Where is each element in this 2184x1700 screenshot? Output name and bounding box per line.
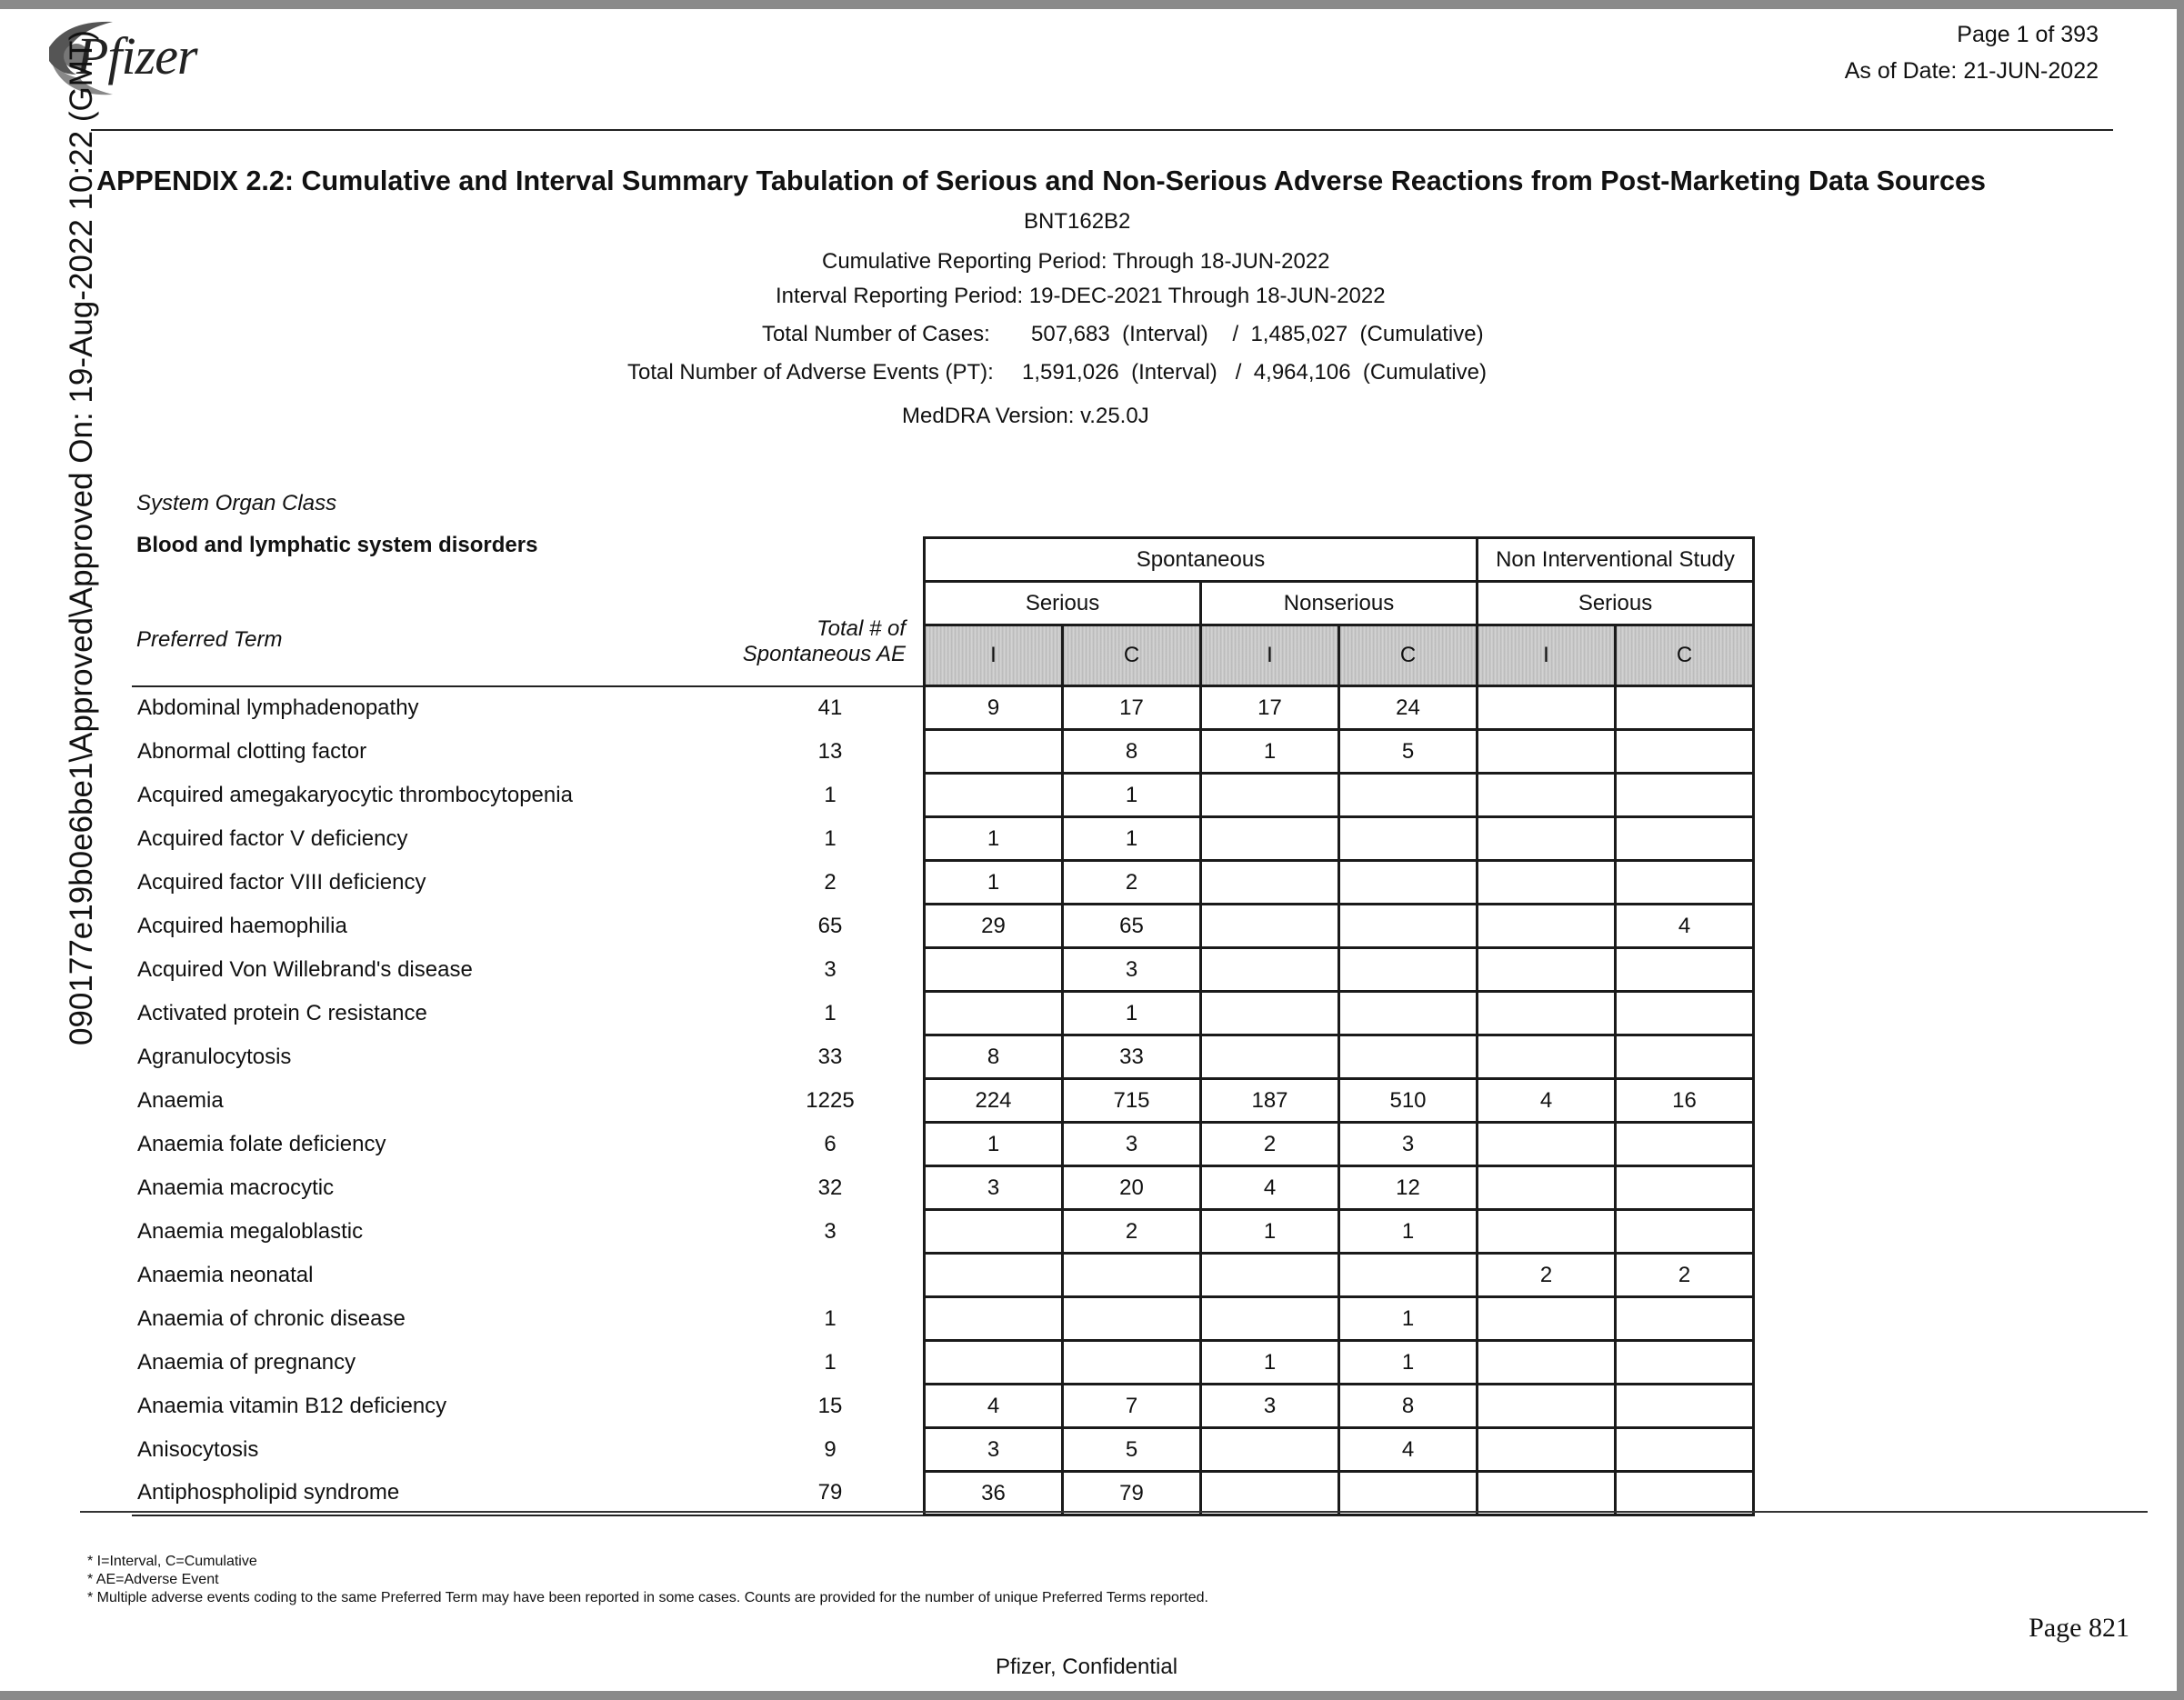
count-cell: 3 — [1063, 948, 1201, 992]
document-page — [0, 9, 2177, 1691]
table-sub-header — [132, 582, 1754, 625]
table-row — [132, 1123, 1754, 1166]
count-cell: 1 — [1063, 817, 1201, 861]
count-cell — [1339, 1472, 1478, 1515]
interval-cumulative-header — [132, 625, 1754, 686]
count-cell — [1616, 1166, 1754, 1210]
count-cell: 224 — [925, 1079, 1063, 1123]
table-row — [132, 1210, 1754, 1254]
total-spontaneous-ae: 1 — [824, 782, 837, 807]
table-row — [132, 1428, 1754, 1472]
total-spontaneous-ae: 13 — [817, 738, 843, 764]
approval-stamp: 090177e19b0e6be1\Approved\Approved On: 19-Aug-2022 10:22 (GMT) — [64, 30, 99, 1045]
page-title: APPENDIX 2.2: Cumulative and Interval Summary Tabulation of Serious and Non-Serious Adverse Reactions from Post-Marketing Data Sources — [96, 165, 1986, 196]
table-row — [132, 1079, 1754, 1123]
count-cell — [925, 1341, 1063, 1385]
spontaneous-header: Spontaneous — [925, 538, 1478, 582]
table-row — [132, 992, 1754, 1035]
total-spontaneous-ae — [737, 1254, 925, 1297]
count-cell — [1616, 1341, 1754, 1385]
preferred-term-label: Preferred Term — [136, 627, 283, 652]
total-spontaneous-ae: 2 — [824, 869, 837, 895]
count-cell — [1201, 774, 1339, 817]
nonserious-header: Nonserious — [1201, 582, 1478, 625]
total-spontaneous-ae: 1225 — [806, 1087, 855, 1113]
count-cell: 5 — [1063, 1428, 1201, 1472]
count-cell — [1201, 1254, 1339, 1297]
count-cell: 1 — [1339, 1210, 1478, 1254]
count-cell — [1339, 774, 1478, 817]
count-cell — [1478, 905, 1616, 948]
preferred-term: Anisocytosis — [137, 1436, 259, 1462]
count-cell — [1616, 1297, 1754, 1341]
count-cell: 3 — [1201, 1385, 1339, 1428]
total-spontaneous-ae: 3 — [824, 1218, 837, 1244]
count-cell — [1063, 1254, 1201, 1297]
count-cell: 33 — [1063, 1035, 1201, 1079]
footnote: * I=Interval, C=Cumulative — [87, 1554, 257, 1569]
count-cell — [1478, 1123, 1616, 1166]
count-cell: 510 — [1339, 1079, 1478, 1123]
footnote: * Multiple adverse events coding to the same Preferred Term may have been reported in some cases. Counts are provided for the number of unique Preferred Terms reported. — [87, 1590, 1208, 1605]
total-spontaneous-ae: 1 — [824, 1000, 837, 1025]
preferred-term: Acquired factor V deficiency — [137, 825, 408, 851]
preferred-term: Anaemia folate deficiency — [137, 1131, 386, 1156]
logo-text: Pfizer — [76, 26, 197, 85]
preferred-term: Anaemia megaloblastic — [137, 1218, 364, 1244]
confidential-label: Pfizer, Confidential — [995, 1655, 1178, 1679]
count-cell: 17 — [1063, 686, 1201, 730]
count-cell: 1 — [1201, 730, 1339, 774]
product-name: BNT162B2 — [1024, 209, 1131, 234]
count-cell: 1 — [925, 817, 1063, 861]
count-cell — [1201, 948, 1339, 992]
count-cell — [1616, 730, 1754, 774]
preferred-term: Antiphospholipid syndrome — [132, 1472, 737, 1515]
table-row — [132, 861, 1754, 905]
count-cell — [1478, 730, 1616, 774]
count-cell — [1201, 1297, 1339, 1341]
count-cell — [925, 774, 1063, 817]
total-spontaneous-ae: 9 — [824, 1436, 837, 1462]
table-row — [132, 1254, 1754, 1297]
count-cell: 4 — [1201, 1166, 1339, 1210]
table-row — [132, 905, 1754, 948]
nis-header: Non Interventional Study — [1478, 538, 1754, 582]
count-cell — [1478, 948, 1616, 992]
count-cell — [925, 992, 1063, 1035]
count-cell: 16 — [1616, 1079, 1754, 1123]
count-cell — [1478, 1035, 1616, 1079]
nis-serious-header: Serious — [1478, 582, 1754, 625]
preferred-term: Abnormal clotting factor — [137, 738, 367, 764]
cases-values: 507,683 (Interval) / 1,485,027 (Cumulative) — [1031, 322, 1484, 346]
col-cumulative: C — [1616, 625, 1754, 686]
preferred-term: Acquired amegakaryocytic thrombocytopenia — [137, 782, 573, 807]
count-cell — [925, 1297, 1063, 1341]
count-cell — [1616, 861, 1754, 905]
count-cell — [1478, 817, 1616, 861]
preferred-term: Acquired Von Willebrand's disease — [137, 956, 473, 982]
col-interval: I — [1201, 625, 1339, 686]
table-group-header — [132, 538, 1754, 582]
count-cell — [1478, 686, 1616, 730]
col-cumulative: C — [1063, 625, 1201, 686]
count-cell — [1478, 861, 1616, 905]
table-row — [132, 1297, 1754, 1341]
count-cell: 36 — [925, 1472, 1063, 1515]
count-cell — [1478, 1385, 1616, 1428]
total-spontaneous-ae: 1 — [824, 1305, 837, 1331]
count-cell: 1 — [1339, 1341, 1478, 1385]
total-spontaneous-ae: 33 — [817, 1044, 843, 1069]
table-row — [132, 1341, 1754, 1385]
page-info — [1845, 16, 2099, 89]
count-cell — [925, 730, 1063, 774]
total-spontaneous-ae: 15 — [817, 1393, 843, 1418]
count-cell — [1339, 905, 1478, 948]
count-cell — [1478, 1210, 1616, 1254]
header-rule — [91, 129, 2113, 131]
count-cell — [1478, 774, 1616, 817]
count-cell: 2 — [1201, 1123, 1339, 1166]
count-cell — [1616, 1385, 1754, 1428]
count-cell — [1478, 992, 1616, 1035]
count-cell: 1 — [925, 1123, 1063, 1166]
count-cell — [1063, 1297, 1201, 1341]
total-spontaneous-ae: 3 — [824, 956, 837, 982]
count-cell: 1 — [925, 861, 1063, 905]
total-spontaneous-ae: 79 — [737, 1472, 925, 1515]
count-cell: 24 — [1339, 686, 1478, 730]
count-cell: 3 — [1063, 1123, 1201, 1166]
count-cell — [1201, 817, 1339, 861]
count-cell: 2 — [1063, 1210, 1201, 1254]
count-cell: 4 — [1478, 1079, 1616, 1123]
count-cell: 2 — [1478, 1254, 1616, 1297]
count-cell: 8 — [925, 1035, 1063, 1079]
preferred-term: Acquired factor VIII deficiency — [137, 869, 426, 895]
cases-label: Total Number of Cases: — [762, 322, 990, 346]
total-spontaneous-ae: 41 — [817, 695, 843, 720]
count-cell: 1 — [1339, 1297, 1478, 1341]
table-row — [132, 817, 1754, 861]
count-cell: 4 — [925, 1385, 1063, 1428]
count-cell — [1478, 1428, 1616, 1472]
soc-name: Blood and lymphatic system disorders — [136, 533, 538, 557]
total-spontaneous-ae: 1 — [824, 825, 837, 851]
count-cell: 8 — [1063, 730, 1201, 774]
preferred-term: Activated protein C resistance — [137, 1000, 427, 1025]
count-cell — [1478, 1166, 1616, 1210]
count-cell — [1339, 992, 1478, 1035]
count-cell — [1339, 1254, 1478, 1297]
count-cell — [1478, 1297, 1616, 1341]
footnotes — [87, 1553, 1208, 1607]
count-cell: 1 — [1063, 992, 1201, 1035]
cumulative-period: Cumulative Reporting Period: Through 18-JUN-2022 — [822, 249, 1330, 274]
count-cell: 3 — [925, 1428, 1063, 1472]
count-cell: 9 — [925, 686, 1063, 730]
total-spontaneous-ae: 65 — [817, 913, 843, 938]
count-cell — [1616, 686, 1754, 730]
count-cell — [1478, 1472, 1616, 1515]
count-cell: 2 — [1616, 1254, 1754, 1297]
table-row — [132, 948, 1754, 992]
events-values: 1,591,026 (Interval) / 4,964,106 (Cumulative) — [1022, 360, 1487, 385]
count-cell: 5 — [1339, 730, 1478, 774]
as-of-date: As of Date: 21-JUN-2022 — [1844, 58, 2099, 84]
serious-header: Serious — [925, 582, 1201, 625]
count-cell: 65 — [1063, 905, 1201, 948]
page-count: Page 1 of 393 — [1957, 22, 2099, 47]
total-spontaneous-ae: 1 — [824, 1349, 837, 1375]
count-cell — [1339, 817, 1478, 861]
count-cell — [1201, 1035, 1339, 1079]
preferred-term: Anaemia macrocytic — [137, 1175, 335, 1200]
count-cell: 79 — [1063, 1472, 1201, 1515]
table-row — [132, 1035, 1754, 1079]
col-interval: I — [1478, 625, 1616, 686]
table-row — [132, 774, 1754, 817]
count-cell: 4 — [1339, 1428, 1478, 1472]
preferred-term: Anaemia neonatal — [137, 1262, 314, 1287]
total-ae-label-line1: Total # of — [816, 616, 906, 641]
total-ae-label-line2: Spontaneous AE — [742, 642, 906, 666]
count-cell: 12 — [1339, 1166, 1478, 1210]
count-cell — [1616, 1035, 1754, 1079]
soc-label: System Organ Class — [136, 491, 337, 515]
count-cell — [1339, 1035, 1478, 1079]
count-cell — [1201, 1472, 1339, 1515]
table-row — [132, 1166, 1754, 1210]
count-cell — [1201, 861, 1339, 905]
count-cell — [1616, 948, 1754, 992]
preferred-term: Acquired haemophilia — [137, 913, 347, 938]
preferred-term: Anaemia — [137, 1087, 224, 1113]
count-cell: 1 — [1201, 1210, 1339, 1254]
footnote: * AE=Adverse Event — [87, 1572, 219, 1587]
count-cell — [1616, 1123, 1754, 1166]
count-cell — [1201, 905, 1339, 948]
preferred-term: Anaemia of chronic disease — [137, 1305, 406, 1331]
count-cell: 7 — [1063, 1385, 1201, 1428]
adverse-events-table — [132, 536, 1755, 1516]
count-cell — [1339, 861, 1478, 905]
table-row — [132, 686, 1754, 730]
count-cell: 1 — [1201, 1341, 1339, 1385]
count-cell — [1616, 1210, 1754, 1254]
page-number: Page 821 — [2029, 1613, 2129, 1643]
events-label: Total Number of Adverse Events (PT): — [627, 360, 994, 385]
count-cell — [925, 1254, 1063, 1297]
count-cell: 715 — [1063, 1079, 1201, 1123]
count-cell — [1478, 1341, 1616, 1385]
count-cell: 20 — [1063, 1166, 1201, 1210]
footer-rule — [80, 1511, 2148, 1513]
table-row — [132, 1472, 1754, 1515]
total-spontaneous-ae: 32 — [817, 1175, 843, 1200]
count-cell — [1616, 817, 1754, 861]
count-cell — [1616, 774, 1754, 817]
count-cell: 4 — [1616, 905, 1754, 948]
count-cell: 3 — [925, 1166, 1063, 1210]
count-cell — [925, 948, 1063, 992]
count-cell: 1 — [1063, 774, 1201, 817]
count-cell — [1201, 1428, 1339, 1472]
table-row — [132, 730, 1754, 774]
meddra-version: MedDRA Version: v.25.0J — [902, 404, 1149, 428]
count-cell: 8 — [1339, 1385, 1478, 1428]
count-cell — [1063, 1341, 1201, 1385]
count-cell: 17 — [1201, 686, 1339, 730]
count-cell — [1339, 948, 1478, 992]
count-cell: 187 — [1201, 1079, 1339, 1123]
col-cumulative: C — [1339, 625, 1478, 686]
interval-period: Interval Reporting Period: 19-DEC-2021 Through 18-JUN-2022 — [776, 284, 1386, 308]
preferred-term: Abdominal lymphadenopathy — [137, 695, 419, 720]
count-cell — [925, 1210, 1063, 1254]
count-cell — [1201, 992, 1339, 1035]
preferred-term: Anaemia vitamin B12 deficiency — [137, 1393, 447, 1418]
table-row — [132, 1385, 1754, 1428]
preferred-term: Anaemia of pregnancy — [137, 1349, 356, 1375]
count-cell: 2 — [1063, 861, 1201, 905]
col-interval: I — [925, 625, 1063, 686]
count-cell: 29 — [925, 905, 1063, 948]
total-spontaneous-ae: 6 — [824, 1131, 837, 1156]
count-cell — [1616, 992, 1754, 1035]
preferred-term: Agranulocytosis — [137, 1044, 292, 1069]
count-cell — [1616, 1472, 1754, 1515]
count-cell — [1616, 1428, 1754, 1472]
count-cell: 3 — [1339, 1123, 1478, 1166]
